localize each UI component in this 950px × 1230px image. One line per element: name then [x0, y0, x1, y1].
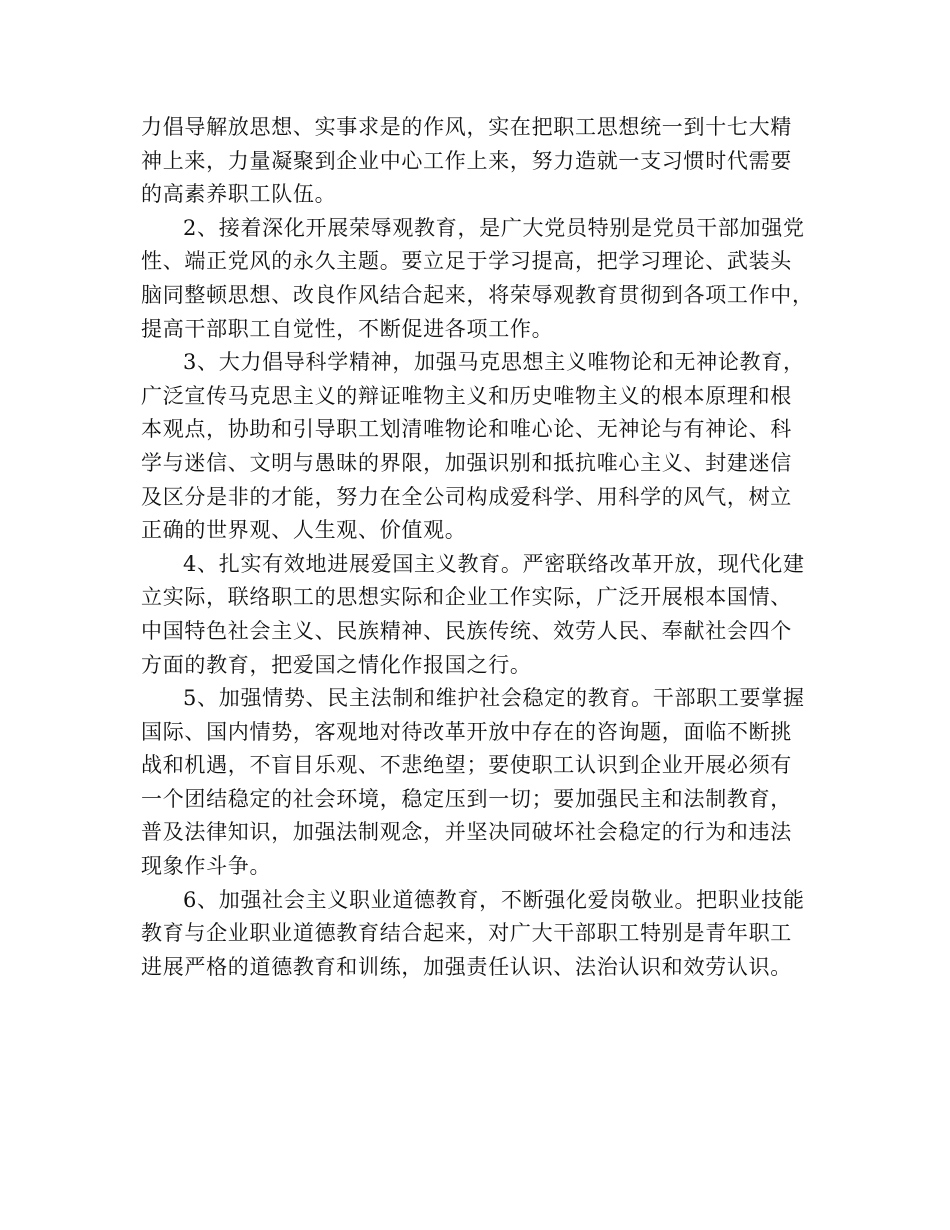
text-line: 提高干部职工自觉性，不断促进各项工作。 [141, 316, 554, 341]
document-body [141, 111, 813, 984]
text-line: 进展严格的道德教育和训练，加强责任认识、法治认识和效劳认识。 [141, 954, 792, 979]
text-line: 方面的教育，把爱国之情化作报国之行。 [141, 652, 532, 677]
paragraph-first-line: 6、加强社会主义职业道德教育，不断强化爱岗敬业。把职业技能 [183, 887, 805, 912]
text-line: 现象作斗争。 [141, 854, 272, 879]
text-line: 神上来，力量凝聚到企业中心工作上来，努力造就一支习惯时代需要 [141, 148, 792, 173]
text-line: 教育与企业职业道德教育结合起来，对广大干部职工特别是青年职工 [141, 921, 792, 946]
text-line: 战和机遇，不盲目乐观、不悲绝望；要使职工认识到企业开展必须有 [141, 753, 792, 778]
document-page [141, 111, 813, 984]
paragraph-first-line: 2、接着深化开展荣辱观教育，是广大党员特别是党员干部加强党 [183, 215, 805, 240]
text-line: 学与迷信、文明与愚昧的界限，加强识别和抵抗唯心主义、封建迷信 [141, 450, 792, 475]
text-line: 广泛宣传马克思主义的辩证唯物主义和历史唯物主义的根本原理和根 [141, 383, 792, 408]
text-line: 本观点，协助和引导职工划清唯物论和唯心论、无神论与有神论、科 [141, 417, 792, 442]
text-line: 正确的世界观、人生观、价值观。 [141, 518, 467, 543]
text-line: 性、端正党风的永久主题。要立足于学习提高，把学习理论、武装头 [141, 249, 792, 274]
paragraph-first-line: 3、大力倡导科学精神，加强马克思想主义唯物论和无神论教育， [183, 350, 805, 375]
text-line: 普及法律知识，加强法制观念，并坚决同破坏社会稳定的行为和违法 [141, 820, 792, 845]
text-line: 及区分是非的才能，努力在全公司构成爱科学、用科学的风气，树立 [141, 484, 792, 509]
text-line: 国际、国内情势，客观地对待改革开放中存在的咨询题，面临不断挑 [141, 719, 792, 744]
paragraph-first-line: 4、扎实有效地进展爱国主义教育。严密联络改革开放，现代化建 [183, 551, 805, 576]
text-line: 的高素养职工队伍。 [141, 182, 337, 207]
text-line: 一个团结稳定的社会环境，稳定压到一切；要加强民主和法制教育， [141, 786, 792, 811]
text-line: 立实际，联络职工的思想实际和企业工作实际，广泛开展根本国情、 [141, 585, 792, 610]
text-line: 脑同整顿思想、改良作风结合起来，将荣辱观教育贯彻到各项工作中， [141, 282, 814, 307]
text-line: 中国特色社会主义、民族精神、民族传统、效劳人民、奉献社会四个 [141, 618, 792, 643]
paragraph-first-line: 5、加强情势、民主法制和维护社会稳定的教育。干部职工要掌握 [183, 686, 805, 711]
text-line: 力倡导解放思想、实事求是的作风，实在把职工思想统一到十七大精 [141, 115, 792, 139]
